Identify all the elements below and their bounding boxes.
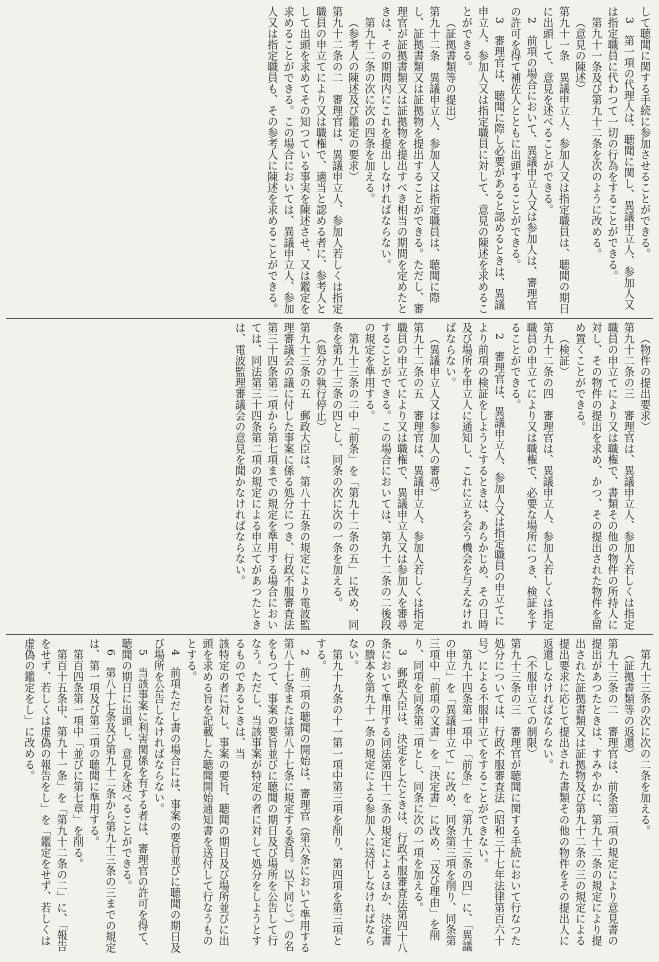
article-text: 第九十一条 異議申立人、参加人又は指定職員は、聴聞の期日に出頭して、意見を述べることができる。 [541, 6, 570, 314]
section-heading: （物件の提出要求） [639, 332, 651, 432]
article-text: 第九十二条の二 審理官は、異議申立人、参加人若しくは指定職員の申立てにより又は職権で、適当と認める者に、参考人として出頭を求めてその知つている事実を陳述させ、又は鑑定を求めることができる。この場合においては、異議申立人、参加人又は指定職員も、その参考人に陳述を求めることができる。 [266, 6, 344, 314]
section-heading: （異議申立人又は参加人の審尋） [428, 332, 441, 498]
paragraph: 第九十二条の次に次の四条を加える。 [363, 16, 376, 204]
article-text: 該特定の者に対し、事案の要旨、聴聞の期日及び場所並びに出頭を求める旨を記載した聴聞開始通知書を送付して行なうものとする。 [185, 638, 230, 946]
paragraph: 第百四条第一項中「並びに第七章」を削る。 [71, 648, 84, 869]
text-band-bottom [6, 638, 653, 956]
section-heading: （処分の執行停止） [314, 332, 327, 432]
article-text: 第九十三条の二 審理官は、前条第二項の規定により意見書の提出があつたときは、すみやかに、第九十二条の規定により提出された証拠書類又は証拠物及び第九十二条の三の規定による提出要求に応じて提出された書類その他の物件をその提出人に返還しなければならない。 [541, 638, 619, 946]
paragraph: 第百十五条中、第九十一条」を「第九十二条の二」に、「報告をせず、若しくは虚偽の報告をし」を「鑑定をせず、若しくは虚偽の鑑定をし」に改める。 [23, 638, 68, 952]
paragraph: 3 第一項の代理人は、聴聞に関し、異議申立人、参加人又は指定職員に代わつて一切の行為をすることができる。 [606, 6, 635, 310]
paragraph: 2 審理官は、異議申立人、参加人又は指定職員の申立てにより前項の検証をしようとするときは、あらかじめ、その日時及び場所を申立人に通知し、これに立ち会う機会を与えなければならない。 [444, 322, 506, 630]
section-heading: （参考人の陳述及び鑑定の要求） [347, 16, 360, 182]
article-text: して聴聞に関する手続に参加させることができる。 [639, 6, 651, 259]
article-text: 第九十二条の四 審理官は、異議申立人、参加人若しくは指定職員の申立てにより又は職権で、必要な場所につき、検証をすることができる。 [509, 322, 554, 630]
paragraph: 第九十一条及び第九十二条を次のように改める。 [590, 16, 603, 259]
paragraph: 5 当該事案に利害関係を有する者は、審理官の許可を得て、聴聞の期日に出頭し、意見を述べることができる。 [120, 638, 149, 953]
article-text: 第九十三条の五 郵政大臣は、第八十五条の規定により電波監理審議会の議に付した事案に係る処分につき、行政不服審査法第三十四条第二項から第七項までの規定を準用する場合においては、同法第三十四条第二項の規定による申立てがあつたときは、電波監理審議会の意見を聞かなければならない。 [233, 322, 311, 630]
article-text: 第九十二条の五 審理官は、異議申立人、参加人若しくは指定職員の申立てにより又は職権で、異議申立人又は参加人を審尋することができる。この場合においては、第九十二条の二後段の規定を準用する。 [363, 322, 425, 630]
paragraph: 3 審理官は、聴聞に際し必要があると認めるときは、異議申立人、参加人又は指定職員に対して、意見の陳述を求めることができる。 [460, 6, 506, 314]
band-divider [6, 634, 653, 635]
paragraph: 3 郵政大臣は、決定をしたときは、行政不服審査法第四十八条において準用する同法第四十二条の規定によるほか、決定書の謄本を第九十一条の規定による参加人に送付しなければならない。 [347, 638, 408, 953]
article-text: 第九十三条の三 審理官が聴聞に関する手続において行なつた処分については、行政不服審査法（昭和三十七年法律第百六十号）による不服申立てをすることができない。 [476, 638, 522, 946]
article-text: 第九十二条 異議申立人、参加人又は指定職員は、聴聞に際し、証拠書類又は証拠物を提出することができる。ただし、審理官が証拠書類又は証拠物を提出すべき相当の期間を定めたときは、その期間内にこれを提出しなければならない。 [379, 6, 441, 314]
paragraph: 第九十四条第一項中「前条」を「第九十三条の四」に、「異議の申立」を「異議申立て」に改め、同条第三項を削り、同条第三項中「前項の文書」を「決定書」に改め、「及び理由」を削り、同項を同条第二項とし、同条に次の一項を加える。 [412, 638, 473, 952]
article-text: 第九十二条の三 審理官は、異議申立人、参加人若しくは指定職員の申立てにより又は職権で、書類その他の物件の所持人に対し、その物件の提出を求め、かつ、その提出された物件を留め置くことができる。 [574, 322, 635, 630]
band-divider [6, 318, 653, 319]
paragraph: 2 前項の場合において、異議申立人又は参加人は、審理官の許可を得て補佐人とともに出頭することができる。 [509, 6, 538, 310]
text-band-middle [6, 322, 653, 632]
paragraph: 第九十九条の十一第一項中第三項を削り、第四項を第三項とする。 [314, 638, 344, 946]
section-heading: （検証） [557, 332, 570, 377]
text-band-top [6, 6, 653, 316]
paragraph: 4 前項ただし書の場合には、事案の要旨並びに聴聞の期日及び場所を公告しなければならない。 [152, 638, 182, 953]
section-heading: （意見の陳述） [574, 16, 587, 94]
section-heading: （不服申立ての制限） [525, 648, 538, 759]
section-heading: （証拠書類等の提出） [444, 16, 457, 127]
paragraph: 2 前二項の聴聞の開始は、審理官（第六条において準用する第八十七条または第八十七条に規定する委員。以下同じ。）の名をもつて、事案の要旨並びに聴聞の期日及び場所を公告して行なう。ただし、当該事案が特定の者に対して処分をしようとするものであるときは、当 [233, 638, 311, 953]
paragraph: 6 第八十七条及び第九十二条から第九十三条の三までの規定は、第一項及び第二項の聴聞に準用する。 [88, 638, 117, 953]
section-heading: （証拠書類等の返還） [622, 648, 635, 759]
paragraph: 第九十三条の次に次の二条を加える。 [639, 648, 651, 836]
paragraph: 第九十三条の二中「前条」を「第九十二条の五」に改め、同条を第九十三条の四とし、同条の次に次の一条を加える。 [331, 322, 360, 630]
